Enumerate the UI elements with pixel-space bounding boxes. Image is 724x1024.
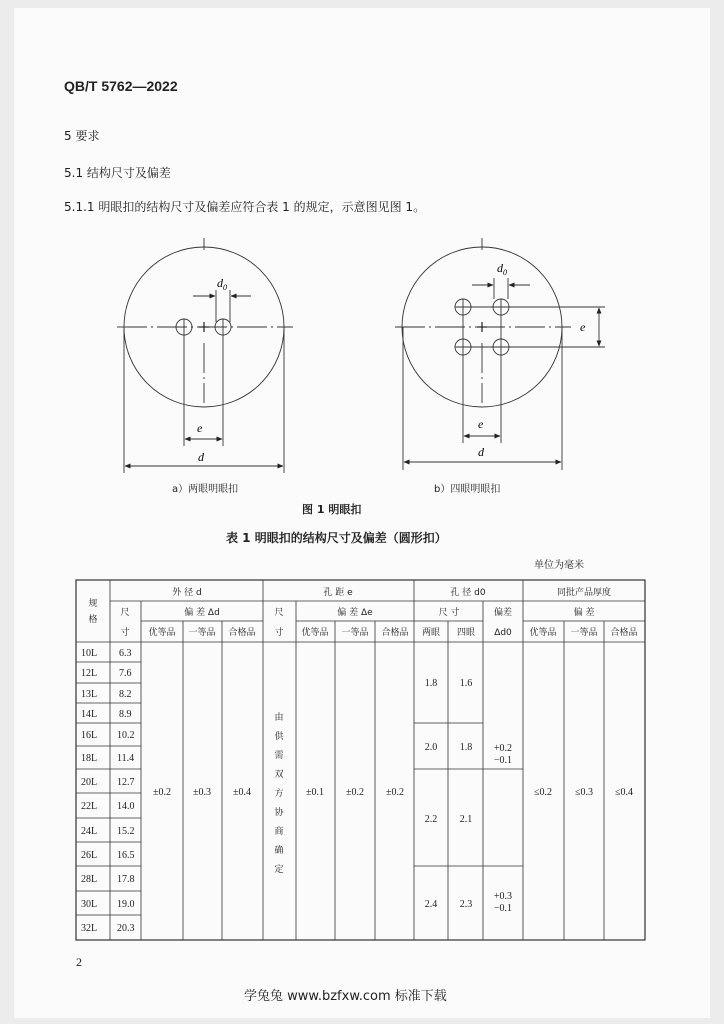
row-spec: 12L <box>81 668 98 679</box>
thickness-dev-first: ≤0.3 <box>575 787 593 798</box>
row-spec: 32L <box>81 923 98 934</box>
label-d-b: d <box>478 445 484 459</box>
figure-title: 图 1 明眼扣 <box>302 503 362 516</box>
header-qualified-3: 合格品 <box>610 628 638 638</box>
header-size-2: 寸 <box>120 628 130 638</box>
header-hole-diameter: 孔 径 d0 <box>450 588 486 598</box>
standard-code: QB/T 5762—2022 <box>64 78 178 94</box>
distance-note-char: 方 <box>274 789 284 799</box>
header-size-4: 寸 <box>274 628 284 638</box>
header-first-3: 一等品 <box>570 628 598 638</box>
distance-dev-premium: ±0.1 <box>306 787 324 798</box>
row-size: 17.8 <box>117 874 135 885</box>
label-e-a: e <box>197 421 203 435</box>
row-size: 11.4 <box>117 753 135 764</box>
hole-dev-lower: −0.1 <box>493 755 513 766</box>
figure-caption-b: b）四眼明眼扣 <box>434 484 501 495</box>
hole-four-eye: 2.3 <box>459 899 473 910</box>
row-spec: 13L <box>81 689 98 700</box>
row-spec: 14L <box>81 709 98 720</box>
header-qualified-2: 合格品 <box>381 628 409 638</box>
outer-dev-premium: ±0.2 <box>153 787 171 798</box>
header-first-1: 一等品 <box>188 628 216 638</box>
row-size: 12.7 <box>117 777 135 788</box>
footer-watermark: 学兔兔 www.bzfxw.com 标准下载 <box>244 989 447 1004</box>
hole-four-eye: 2.1 <box>459 814 473 825</box>
label-e-b: e <box>478 417 484 431</box>
distance-note-char: 由 <box>274 713 284 723</box>
row-spec: 10L <box>81 648 98 659</box>
hole-two-eye: 2.2 <box>424 814 438 825</box>
distance-note-char: 确 <box>274 846 284 856</box>
label-d-a: d <box>198 450 204 464</box>
row-spec: 22L <box>81 801 98 812</box>
row-size: 14.0 <box>117 801 135 812</box>
header-deviation: 偏差 <box>493 608 513 618</box>
header-thickness-dev: 偏 差 <box>573 608 595 618</box>
thickness-dev-qualified: ≤0.4 <box>615 787 633 798</box>
header-thickness: 同批产品厚度 <box>556 588 612 598</box>
hole-two-eye: 2.0 <box>424 742 438 753</box>
row-spec: 20L <box>81 777 98 788</box>
header-premium-2: 优等品 <box>301 628 329 638</box>
row-size: 19.0 <box>117 899 135 910</box>
header-outer-diameter: 外 径 d <box>172 588 202 598</box>
distance-note-char: 双 <box>274 770 284 780</box>
row-spec: 24L <box>81 826 98 837</box>
hole-dev-upper: +0.2 <box>493 743 513 754</box>
row-spec: 16L <box>81 730 98 741</box>
row-size: 10.2 <box>117 730 135 741</box>
figure-caption-a: a）两眼明眼扣 <box>172 484 239 495</box>
outer-dev-first: ±0.3 <box>193 787 211 798</box>
header-hole-size: 尺 寸 <box>438 608 460 618</box>
row-size: 15.2 <box>117 826 135 837</box>
header-size-1: 尺 <box>120 608 130 618</box>
page-number: 2 <box>76 955 82 969</box>
hole-two-eye: 1.8 <box>424 678 438 689</box>
header-hole-distance: 孔 距 e <box>323 588 353 598</box>
thickness-dev-premium: ≤0.2 <box>534 787 552 798</box>
row-spec: 26L <box>81 850 98 861</box>
distance-note-char: 定 <box>274 865 284 875</box>
hole-four-eye: 1.6 <box>459 678 473 689</box>
hole-dev-upper: +0.3 <box>493 891 513 902</box>
header-deviation-e: 偏 差 Δe <box>337 608 373 618</box>
row-spec: 18L <box>81 753 98 764</box>
hole-four-eye: 1.8 <box>459 742 473 753</box>
distance-note-char: 商 <box>274 827 284 837</box>
distance-dev-first: ±0.2 <box>346 787 364 798</box>
row-size: 20.3 <box>117 923 135 934</box>
hole-dev-lower: −0.1 <box>493 903 513 914</box>
header-four-eye: 四眼 <box>456 628 476 638</box>
header-qualified-1: 合格品 <box>228 628 256 638</box>
distance-dev-qualified: ±0.2 <box>386 787 404 798</box>
distance-note-char: 供 <box>274 732 284 742</box>
section-5-1-heading: 5.1 结构尺寸及偏差 <box>64 166 171 180</box>
distance-note-char: 需 <box>274 751 284 761</box>
row-size: 8.2 <box>119 689 132 700</box>
distance-note-char: 协 <box>274 808 284 818</box>
header-size-3: 尺 <box>274 608 284 618</box>
row-spec: 30L <box>81 899 98 910</box>
header-first-2: 一等品 <box>341 628 369 638</box>
header-deviation-d: 偏 差 Δd <box>184 608 220 618</box>
header-spec-2: 格 <box>88 615 98 625</box>
hole-two-eye: 2.4 <box>424 899 438 910</box>
header-premium-3: 优等品 <box>529 628 557 638</box>
label-d0-a: $d_0$ <box>217 276 227 292</box>
label-e-b-side: e <box>580 320 586 334</box>
header-premium-1: 优等品 <box>148 628 176 638</box>
row-size: 8.9 <box>119 709 132 720</box>
label-d0-b: $d_0$ <box>497 261 507 277</box>
header-spec-1: 规 <box>88 599 98 609</box>
section-5-heading: 5 要求 <box>64 129 100 143</box>
row-size: 7.6 <box>119 668 132 679</box>
row-size: 6.3 <box>119 648 132 659</box>
header-two-eye: 两眼 <box>421 628 441 638</box>
header-delta-d0: Δd0 <box>494 628 512 638</box>
row-spec: 28L <box>81 874 98 885</box>
section-5-1-1-text: 5.1.1 明眼扣的结构尺寸及偏差应符合表 1 的规定，示意图见图 1。 <box>64 200 426 214</box>
table-title: 表 1 明眼扣的结构尺寸及偏差（圆形扣） <box>226 531 447 545</box>
unit-note: 单位为毫米 <box>534 560 584 571</box>
outer-dev-qualified: ±0.4 <box>233 787 251 798</box>
row-size: 16.5 <box>117 850 135 861</box>
